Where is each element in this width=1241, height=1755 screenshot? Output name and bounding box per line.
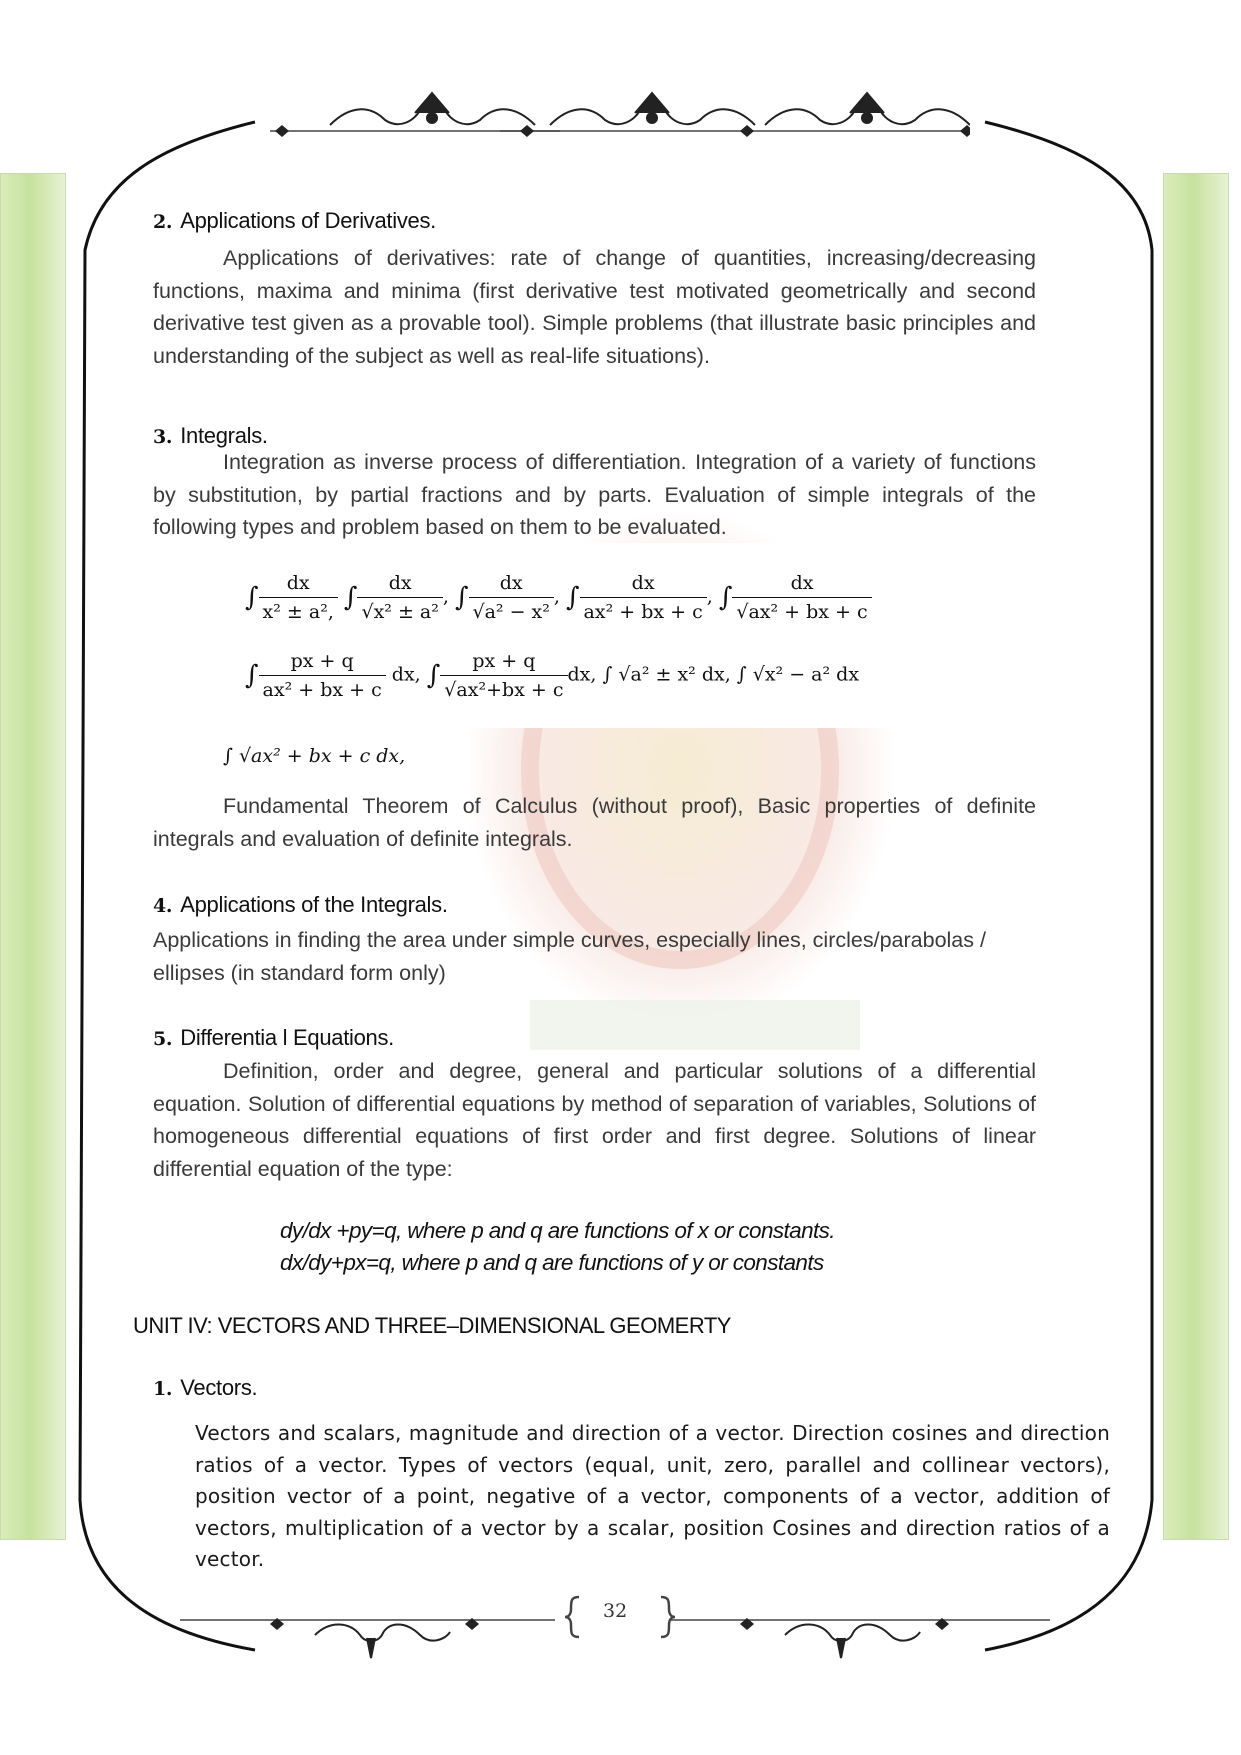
page-number: 32 xyxy=(603,1600,628,1622)
section-title: Differentia l Equations. xyxy=(180,1025,394,1050)
integral-fraction: $\frac{px + q}{\text{√ax²+bx + c}}$ xyxy=(440,650,567,701)
integral-fraction: $\frac{dx}{\text{√a² − x²}}$ xyxy=(469,572,554,623)
section-5-body xyxy=(153,1055,1036,1185)
integral-fraction: $\frac{dx}{\text{√x² ± a²}}$ xyxy=(357,572,442,623)
integral-forms-row-2: ∫ $\frac{px + q}{\text{ax² + bx + c}}$ dx, ∫ $\frac{px + q}{\text{√ax²+bx + c}}$ dx, ∫ √a² ± x² dx, ∫ √x² − a² dx xyxy=(245,650,860,701)
equation-line-2: dx/dy+px=q, where p and q are functions of y or constants xyxy=(280,1250,824,1275)
vectors-heading xyxy=(153,1375,257,1401)
section-5-heading xyxy=(153,1025,394,1051)
section-title: Integrals. xyxy=(180,423,268,448)
integral-forms-row-3: ∫ √ax² + bx + c dx, xyxy=(223,745,406,767)
section-title: Applications of the Integrals. xyxy=(180,892,448,917)
section-number: 1. xyxy=(153,1378,173,1400)
paragraph-text: Integration as inverse process of differentiation. Integration of a variety of functions by substitution, by partial fractions and by parts. Evaluation of simple integrals of the following types and problem based on them to be evaluated. xyxy=(153,450,1036,539)
section-4-heading xyxy=(153,892,448,918)
section-3-body xyxy=(153,446,1036,544)
unit-title: UNIT IV: VECTORS AND THREE–DIMENSIONAL GEOMERTY xyxy=(133,1313,731,1338)
integral-forms-row-1: ∫ $\frac{dx}{\text{x² ± a²,}}$ ∫ $\frac{dx}{\text{√x² ± a²}}$ , ∫ $\frac{dx}{\text{√a² − x²}}$ , ∫ $\frac{dx}{\text{ax² + bx + c}}$ , ∫ $\frac{dx}{\text{√ax² + bx + c}}$ xyxy=(245,572,872,623)
integral-fraction: $\frac{dx}{\text{√ax² + bx + c}}$ xyxy=(732,572,871,623)
section-number: 4. xyxy=(153,895,173,917)
integral-fraction: $\frac{px + q}{\text{ax² + bx + c}}$ xyxy=(259,650,386,701)
paragraph-text: Fundamental Theorem of Calculus (without proof), Basic properties of definite integrals and evaluation of definite integrals. xyxy=(153,794,1036,851)
section-number: 5. xyxy=(153,1028,173,1050)
vectors-body: Vectors and scalars, magnitude and direction of a vector. Direction cosines and direction ratios of a vector. Types of vectors (equal, unit, zero, parallel and collinear vectors), position vector of a point, negative of a vector, components of a vector, addition of vectors, multiplication of a vector by a scalar, position Cosines and direction ratios of a vector. xyxy=(195,1421,1110,1571)
section-number: 3. xyxy=(153,426,173,448)
integral-fraction: $\frac{dx}{\text{ax² + bx + c}}$ xyxy=(580,572,707,623)
section-4-body: Applications in finding the area under simple curves, especially lines, circles/parabolas / ellipses (in standard form only) xyxy=(153,928,986,985)
section-title: Vectors. xyxy=(180,1375,258,1400)
footer-ornament-right xyxy=(735,1610,975,1665)
section-title: Applications of Derivatives. xyxy=(180,208,436,233)
section-3-after xyxy=(153,790,1036,855)
integral-fraction: $\frac{dx}{\text{x² ± a²,}}$ xyxy=(259,572,338,623)
section-2-heading xyxy=(153,208,436,234)
equation-line-1: dy/dx +py=q, where p and q are functions of x or constants. xyxy=(280,1218,835,1243)
footer-ornament-left xyxy=(265,1610,505,1665)
paragraph-text: Definition, order and degree, general and particular solutions of a differential equation. Solution of differential equations by method of separation of variables, Solutions of homogeneous differential equations of first order and first degree. Solutions of linear differential equation of the type: xyxy=(153,1059,1036,1181)
paragraph-text: Applications of derivatives: rate of change of quantities, increasing/decreasing functions, maxima and minima (first derivative test motivated geometrically and second derivative test given as a provable tool). Simple problems (that illustrate basic principles and understanding of the subject as well as real-life situations). xyxy=(153,246,1036,368)
header-ornament xyxy=(270,85,970,145)
section-number: 2. xyxy=(153,211,173,233)
section-2-body xyxy=(153,242,1036,372)
